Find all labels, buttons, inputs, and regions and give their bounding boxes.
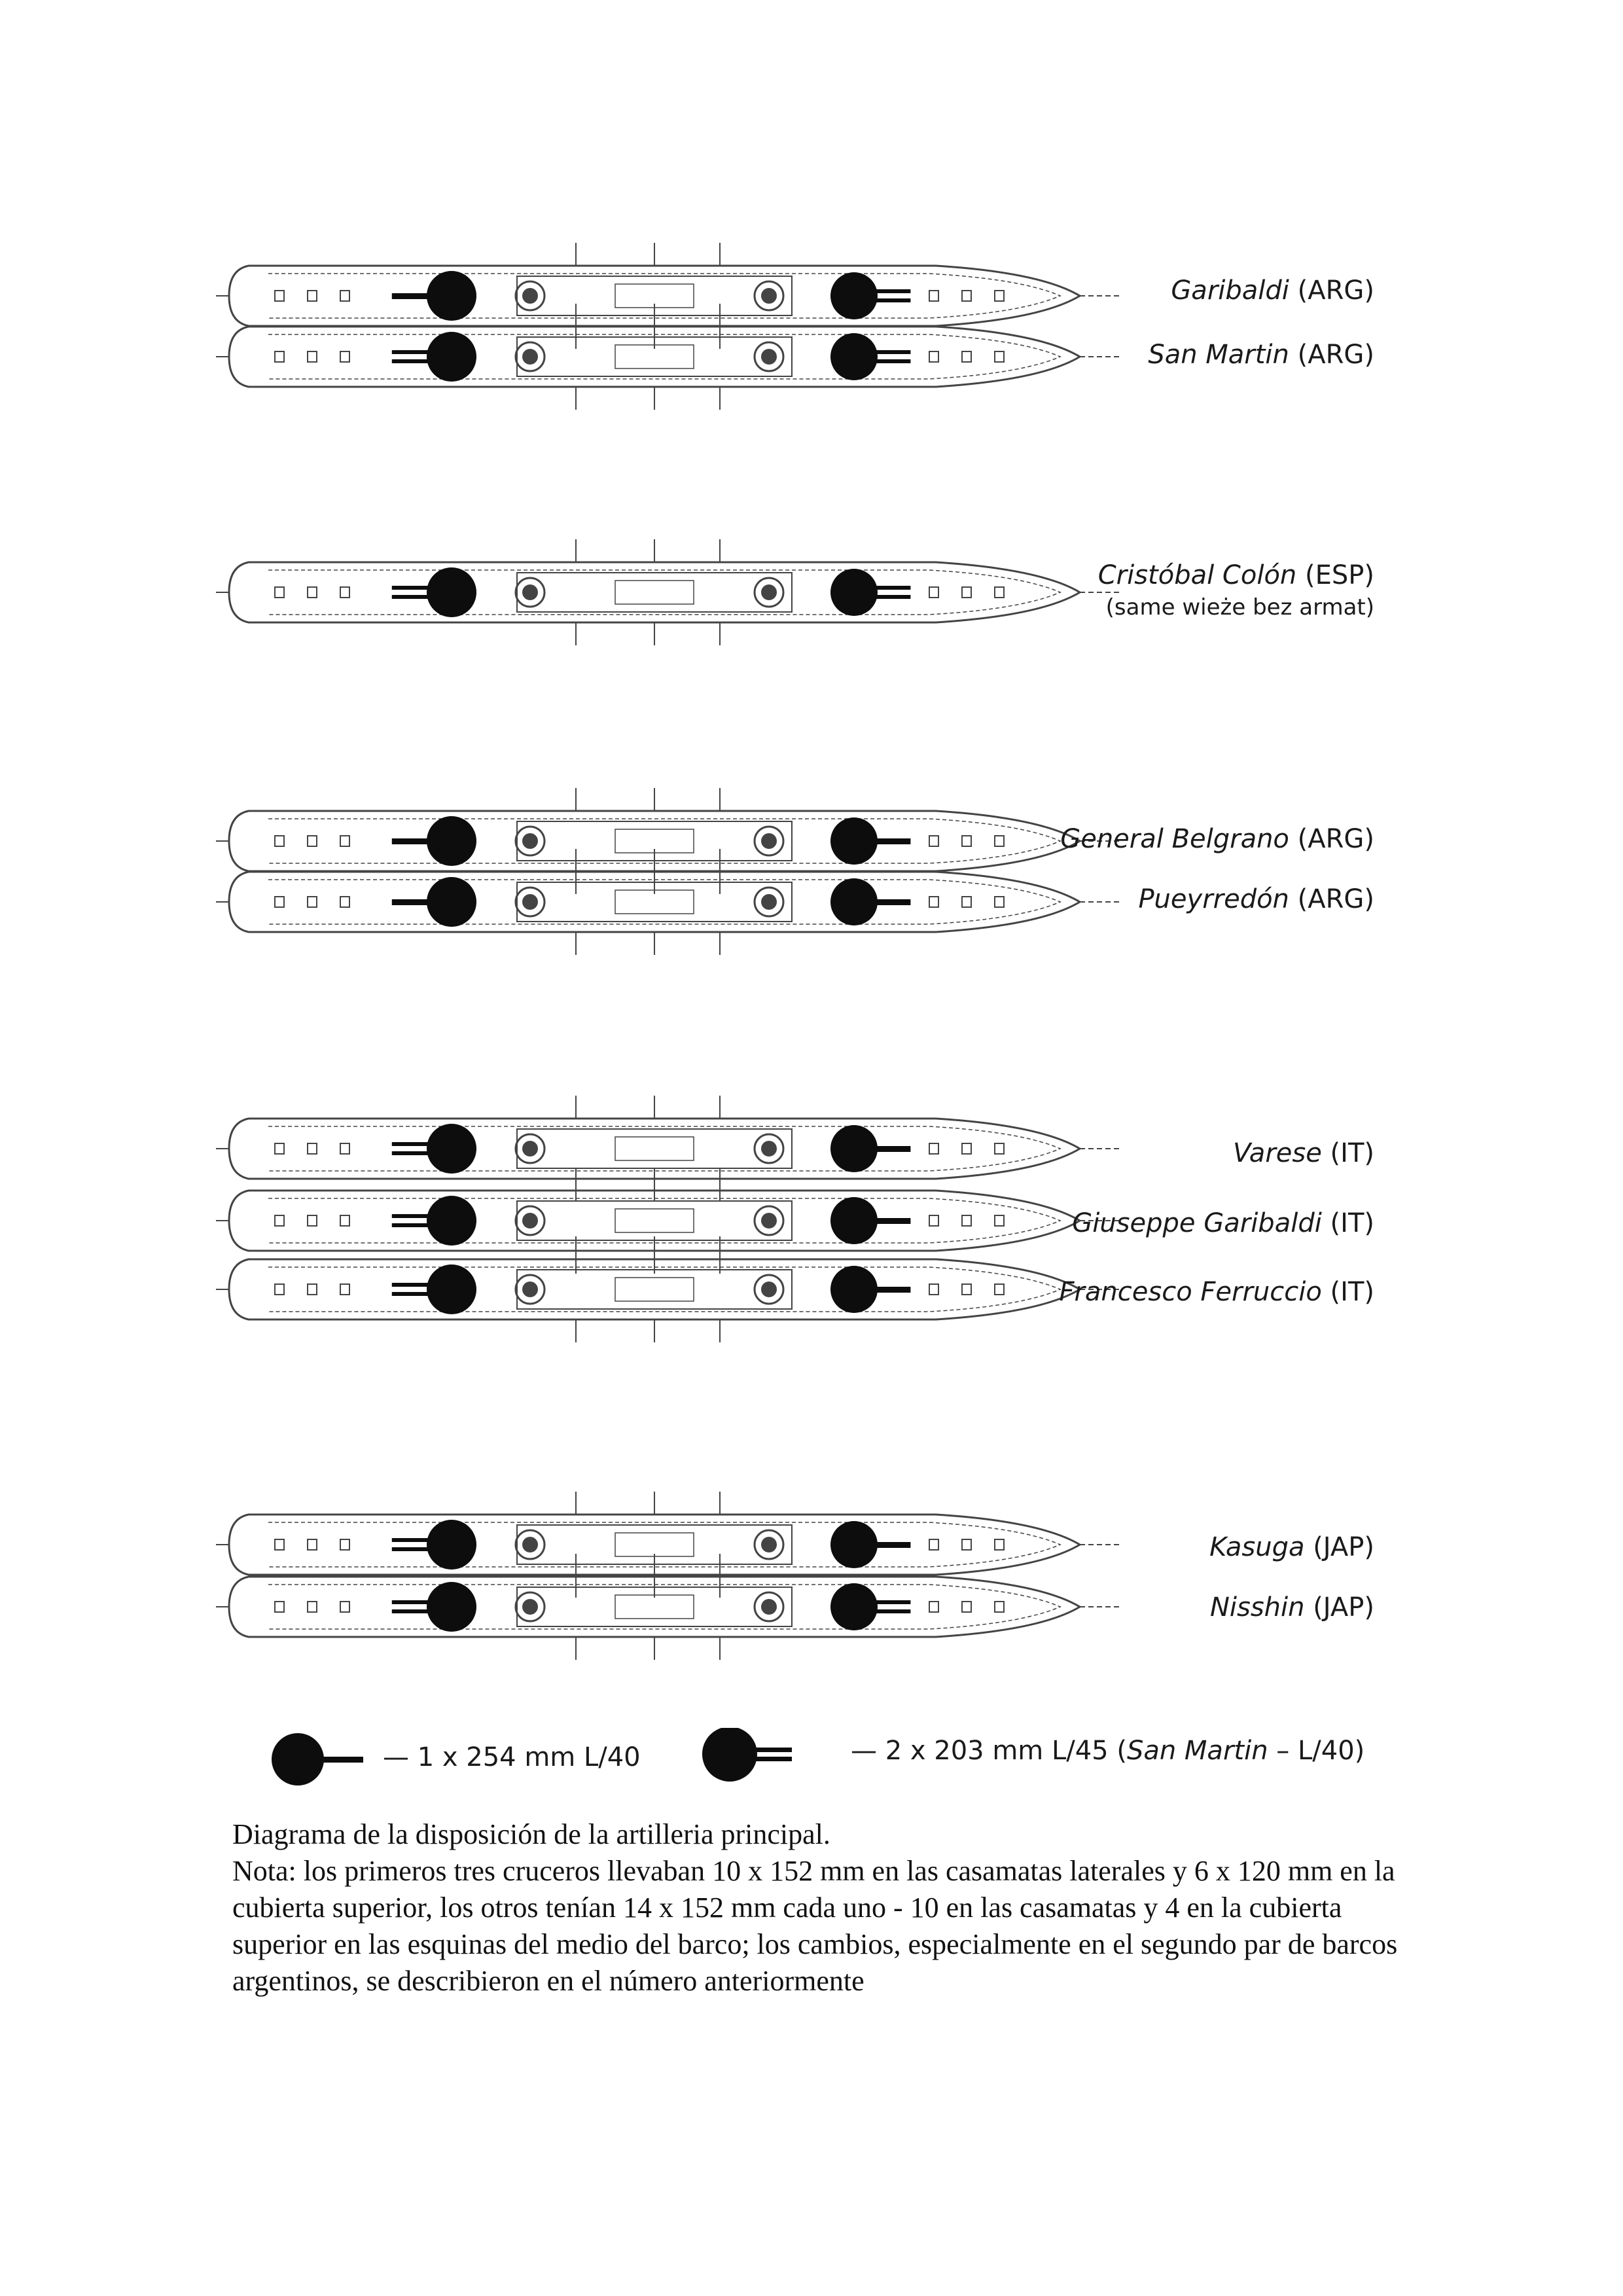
caption-note: Nota: los primeros tres cruceros llevaban 10 x 152 mm en las casamatas laterales y 6 x 120 mm en la cubierta superior, los otros tenían 14 x 152 mm cada uno - 10 en las casamatas y 4 en la cubierta superior en las esquinas del medio del barco; los cambios, especialmente en el segundo par de barcos argentinos, se describieron en el número anteriormente bbox=[232, 1855, 1398, 1997]
ship-plan-3 bbox=[216, 788, 1119, 894]
ship-note-2: (same wieże bez armat) bbox=[1105, 594, 1374, 620]
legend-twin-gun-icon bbox=[702, 1728, 792, 1782]
fwd-turret bbox=[830, 817, 910, 865]
ship-label-4: Pueyrredón (ARG) bbox=[1138, 884, 1374, 914]
ship-plan-5 bbox=[216, 1096, 1119, 1202]
caption bbox=[232, 1816, 1410, 2000]
aft-turret bbox=[392, 1520, 476, 1570]
aft-turret bbox=[392, 1196, 476, 1246]
ship-label-1: San Martin (ARG) bbox=[1148, 340, 1374, 370]
ship-plan-7 bbox=[216, 1236, 1119, 1342]
aft-turret bbox=[392, 271, 476, 321]
fwd-turret bbox=[830, 569, 910, 616]
aft-turret bbox=[392, 567, 476, 617]
ship-label-0: Garibaldi (ARG) bbox=[1171, 276, 1374, 306]
legend-single-label: — 1 x 254 mm L/40 bbox=[383, 1742, 641, 1772]
aft-turret bbox=[392, 1265, 476, 1314]
fwd-turret bbox=[830, 1125, 910, 1172]
fwd-turret bbox=[830, 1197, 910, 1244]
ship-plan-6 bbox=[216, 1168, 1119, 1274]
aft-turret bbox=[392, 1582, 476, 1632]
aft-turret bbox=[392, 1124, 476, 1174]
aft-turret bbox=[392, 877, 476, 927]
ship-label-5: Varese (IT) bbox=[1233, 1138, 1374, 1168]
fwd-turret bbox=[830, 1266, 910, 1313]
fwd-turret bbox=[830, 1583, 910, 1630]
ship-label-6: Giuseppe Garibaldi (IT) bbox=[1072, 1208, 1374, 1238]
ship-plan-0 bbox=[216, 243, 1119, 349]
legend-twin-label: — 2 x 203 mm L/45 (San Martin – L/40) bbox=[851, 1736, 1365, 1766]
legend-symbols bbox=[0, 1728, 1623, 1800]
caption-title: Diagrama de la disposición de la artilleria principal. bbox=[232, 1818, 830, 1850]
fwd-turret bbox=[830, 272, 910, 319]
ship-plan-1 bbox=[216, 304, 1119, 410]
ship-label-8: Kasuga (JAP) bbox=[1209, 1532, 1374, 1562]
fwd-turret bbox=[830, 878, 910, 925]
ship-plan-2 bbox=[216, 539, 1119, 645]
ship-label-2: Cristóbal Colón (ESP) bbox=[1097, 560, 1374, 590]
fwd-turret bbox=[830, 333, 910, 380]
aft-turret bbox=[392, 816, 476, 866]
aft-turret bbox=[392, 332, 476, 382]
ship-plan-4 bbox=[216, 849, 1119, 955]
ship-label-3: General Belgrano (ARG) bbox=[1060, 824, 1374, 854]
ship-label-9: Nisshin (JAP) bbox=[1209, 1592, 1374, 1623]
ship-label-7: Francesco Ferruccio (IT) bbox=[1059, 1277, 1374, 1307]
legend-single-gun-icon bbox=[272, 1733, 363, 1785]
fwd-turret bbox=[830, 1521, 910, 1568]
